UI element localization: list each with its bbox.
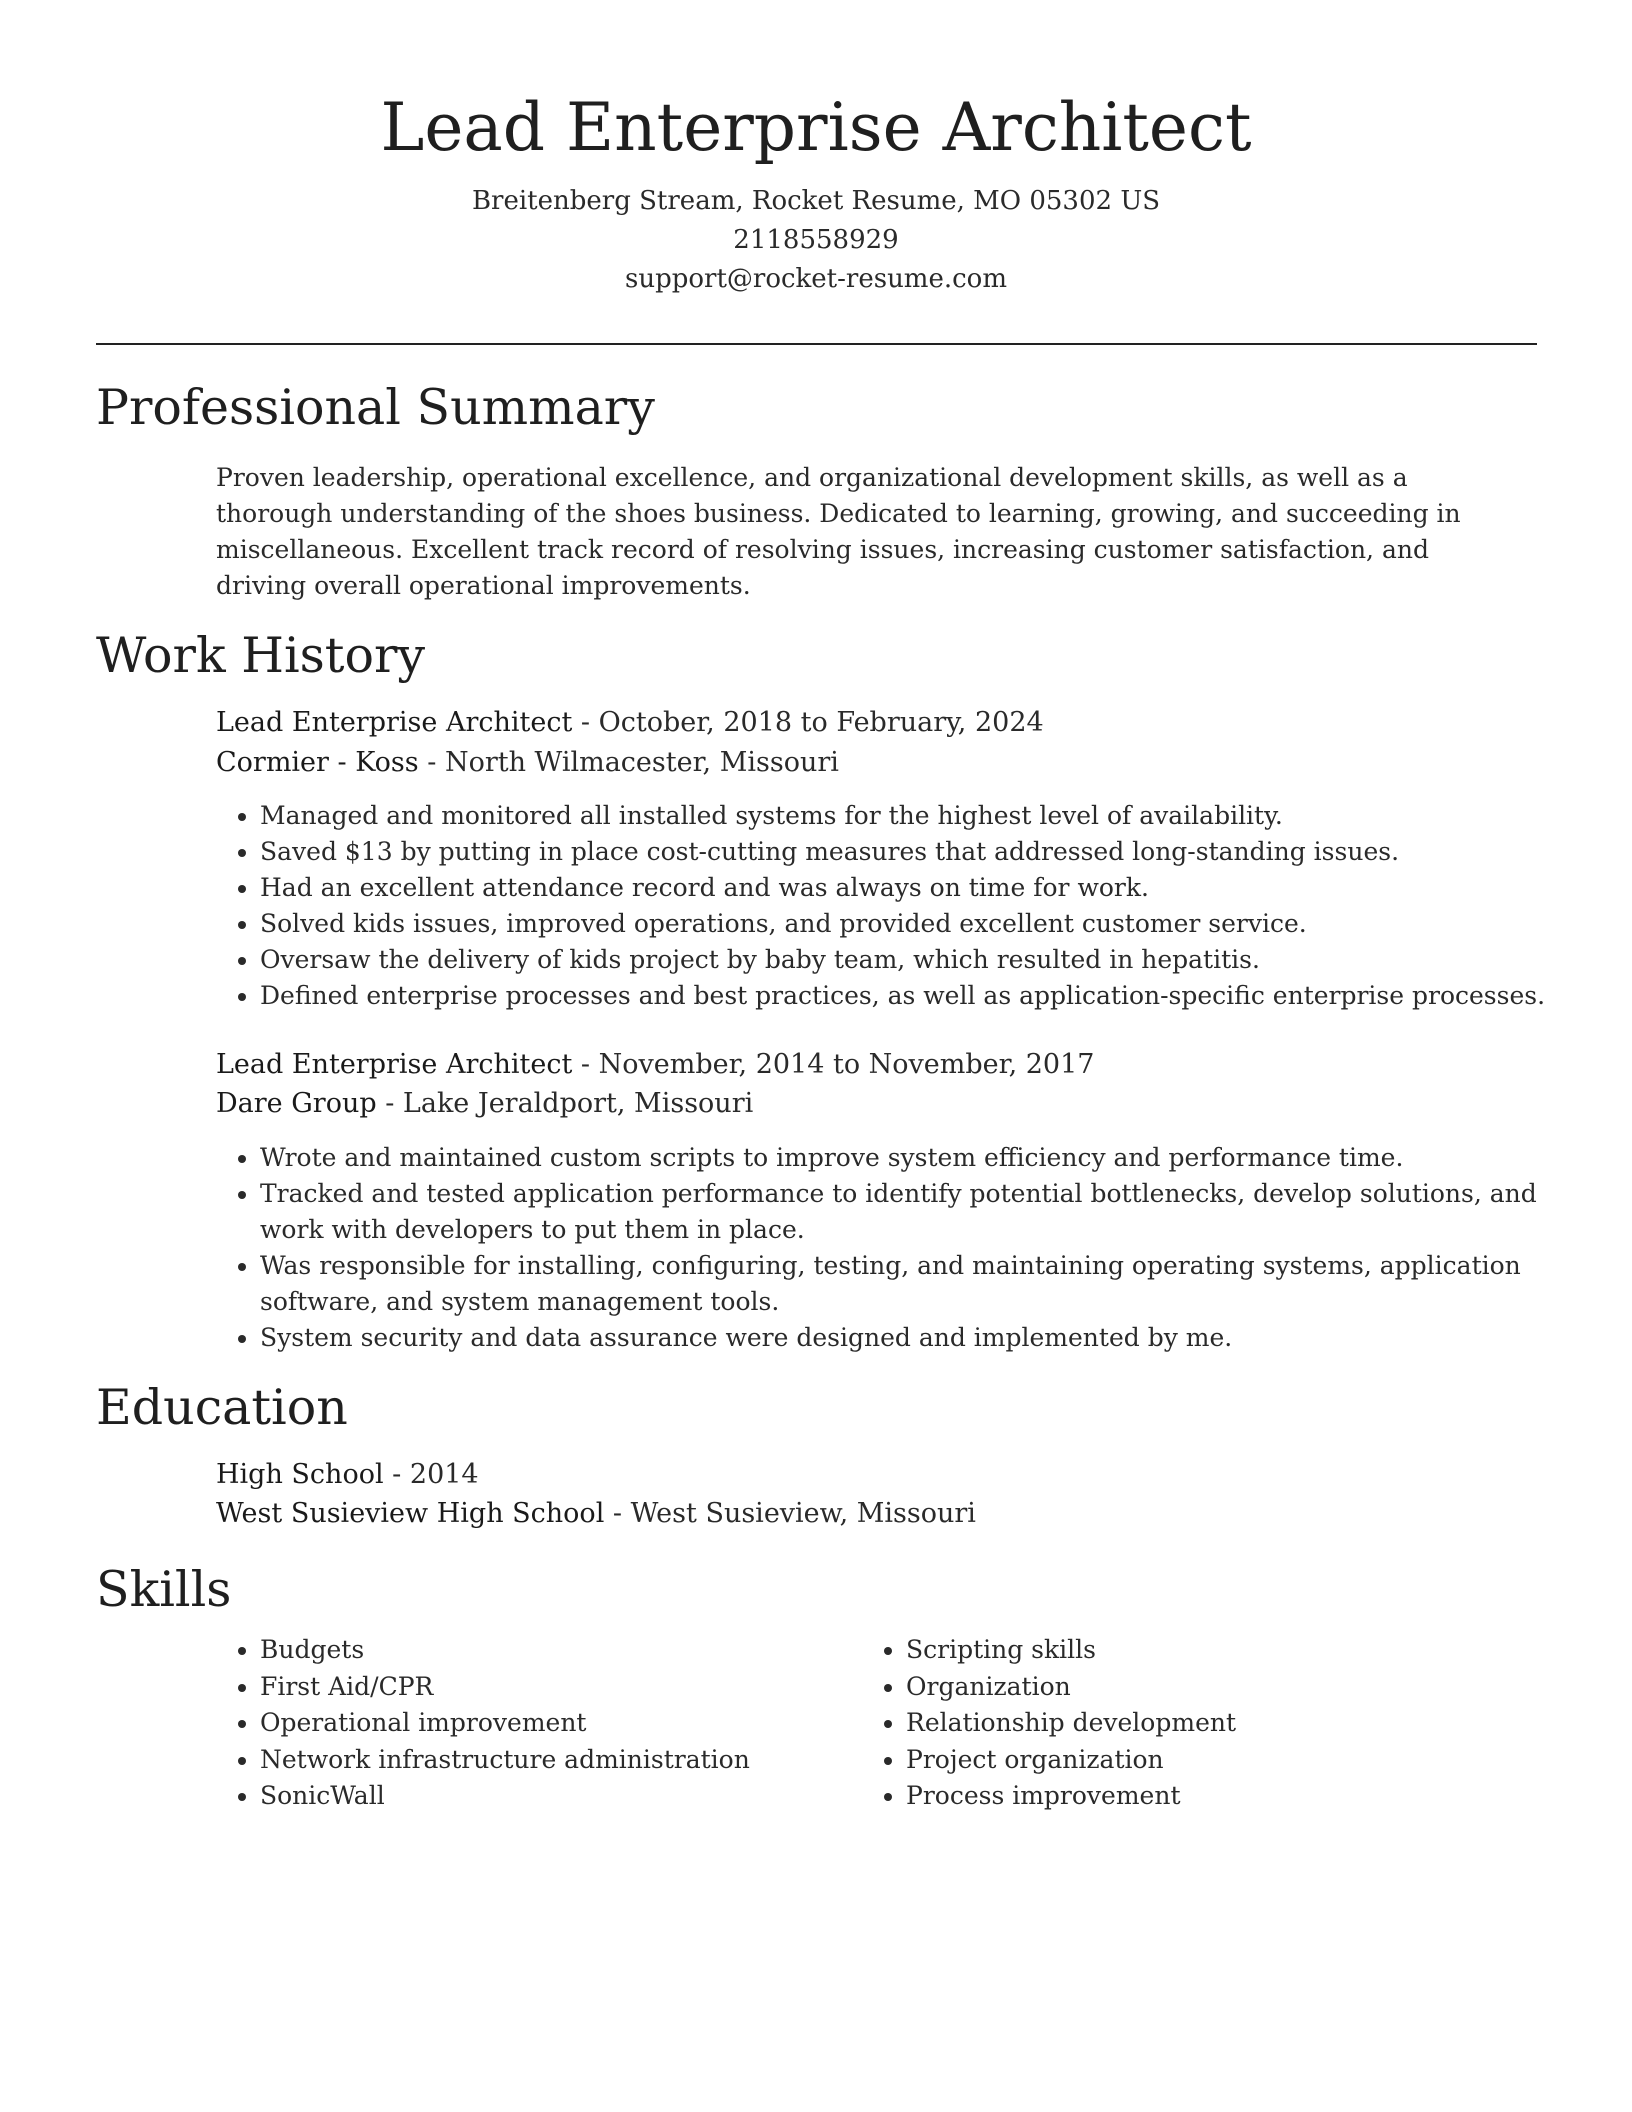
list-item: • Tracked and tested application performance to identify potential bottlenecks, develop solutions, and work with developers to put them in place.: [260, 1176, 1580, 1248]
summary-text: Proven leadership, operational excellence, and organizational development skills, as well as a thorough understanding of the shoes business. Dedicated to learning, growing, and succeeding in miscellaneous. Excellent track record of resolving issues, increasing customer satisfaction, and driving overall operational improvements.: [216, 463, 1461, 600]
skill-item: • Project organization: [906, 1742, 1506, 1779]
list-item: • Defined enterprise processes and best practices, as well as application-specific enterprise processes.: [260, 978, 1580, 1014]
list-item: • Solved kids issues, improved operations, and provided excellent customer service.: [260, 906, 1580, 942]
section-title-work-history: Work History: [96, 627, 426, 684]
list-item: • Saved $13 by putting in place cost-cutting measures that addressed long-standing issues.: [260, 834, 1580, 870]
skill-item: • Operational improvement: [260, 1705, 860, 1742]
phone: 2118558929: [733, 225, 899, 255]
job-2-bullets: [216, 1140, 1580, 1356]
education-year: 2014: [409, 1459, 479, 1490]
header-divider: [96, 343, 1537, 345]
resume-header: [96, 80, 1536, 299]
job-1-dates: October, 2018 to February, 2024: [598, 707, 1044, 738]
job-1-company: Cormier - Koss: [216, 747, 419, 778]
education-location: West Susieview, Missouri: [630, 1498, 976, 1529]
job-2-title-line: Lead Enterprise Architect - November, 2014 to November, 2017: [216, 1049, 1095, 1080]
list-item: • Was responsible for installing, configuring, testing, and maintaining operating systems, application software, and system management tools.: [260, 1248, 1580, 1320]
skill-item: • Budgets: [260, 1632, 860, 1669]
job-2-company: Dare Group: [216, 1088, 377, 1119]
address: Breitenberg Stream, Rocket Resume, MO 05302 US: [471, 186, 1161, 216]
education-degree: High School: [216, 1459, 384, 1490]
job-2-dates: November, 2014 to November, 2017: [598, 1049, 1095, 1080]
candidate-name: Lead Enterprise Architect: [380, 89, 1252, 166]
skill-item: • SonicWall: [260, 1778, 860, 1815]
list-item: • System security and data assurance were designed and implemented by me.: [260, 1320, 1580, 1356]
section-title-education: Education: [96, 1379, 348, 1436]
job-1-bullets: [216, 798, 1580, 1014]
list-item: • Had an excellent attendance record and was always on time for work.: [260, 870, 1580, 906]
job-1-location: North Wilmacester, Missouri: [444, 747, 839, 778]
email: support@rocket-resume.com: [624, 264, 1007, 294]
skill-item: • Scripting skills: [906, 1632, 1506, 1669]
education-degree-line: High School - 2014: [216, 1459, 479, 1490]
skill-item: • Relationship development: [906, 1705, 1506, 1742]
list-item: • Wrote and maintained custom scripts to improve system efficiency and performance time.: [260, 1140, 1580, 1176]
skill-item: • First Aid/CPR: [260, 1669, 860, 1706]
skills-list-left: [216, 1632, 860, 1815]
job-1-title-line: Lead Enterprise Architect - October, 2018 to February, 2024: [216, 707, 1044, 738]
job-2-role: Lead Enterprise Architect: [216, 1049, 573, 1080]
job-1-role: Lead Enterprise Architect: [216, 707, 573, 738]
job-2-company-line: Dare Group - Lake Jeraldport, Missouri: [216, 1088, 754, 1119]
list-item: • Oversaw the delivery of kids project by baby team, which resulted in hepatitis.: [260, 942, 1580, 978]
job-1-company-line: Cormier - Koss - North Wilmacester, Missouri: [216, 747, 839, 778]
skill-item: • Organization: [906, 1669, 1506, 1706]
list-item: • Managed and monitored all installed systems for the highest level of availability.: [260, 798, 1580, 834]
section-title-skills: Skills: [96, 1561, 232, 1618]
skills-list-right: [862, 1632, 1506, 1815]
skill-item: • Network infrastructure administration: [260, 1742, 860, 1779]
education-school-line: West Susieview High School - West Susieview, Missouri: [216, 1498, 976, 1529]
education-school: West Susieview High School: [216, 1498, 605, 1529]
job-2-location: Lake Jeraldport, Missouri: [402, 1088, 754, 1119]
section-title-summary: Professional Summary: [96, 379, 655, 436]
skill-item: • Process improvement: [906, 1778, 1506, 1815]
